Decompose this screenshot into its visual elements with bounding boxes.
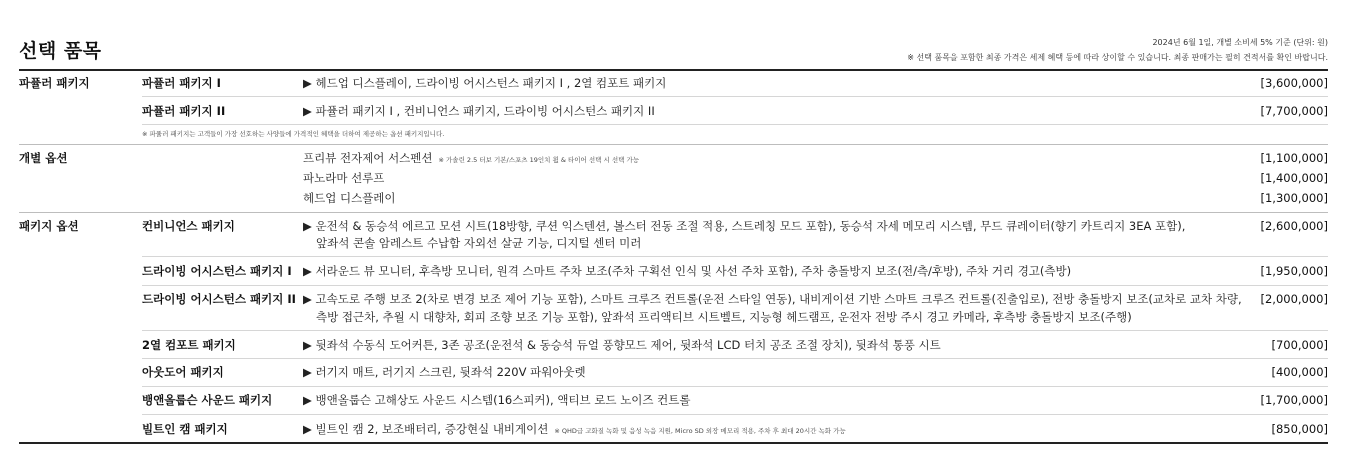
package-desc-driving-2-line2: 측방 접근차, 추월 시 대향차, 회피 조향 보조 기능 포함), 앞좌석 프리액티브 시트벨트, 지능형 헤드램프, 운전자 전방 주시 경고 카메라, 후측방 충돌방지 보조(주행): [316, 310, 1132, 324]
package-price-builtin-cam: [850,000]: [1271, 422, 1328, 436]
builtin-cam-note: ※ QHD급 고화질 녹화 및 음성 녹음 지원, Micro SD 외장 메모리 적용, 주차 후 최대 20시간 녹화 가능: [554, 427, 846, 435]
row-divider: [142, 358, 1328, 359]
package-name-comfort: 2열 컴포트 패키지: [142, 338, 236, 352]
option-desc-3: 헤드업 디스플레이: [303, 191, 396, 205]
row-divider: [142, 330, 1328, 331]
package-desc-outdoor: ▶ 러기지 매트, 러기지 스크린, 뒷좌석 220V 파워아웃렛: [303, 365, 586, 379]
option-price-3: [1,300,000]: [1260, 191, 1328, 205]
row-divider: [142, 386, 1328, 387]
package-desc-driving-1: ▶ 서라운드 뷰 모니터, 후측방 모니터, 원격 스마트 주차 보조(주차 구획선 인식 및 사선 주차 포함), 주차 충돌방지 보조(전/측/후방), 주차 거리 경고(측방): [303, 264, 1072, 278]
package-price-comfort: [700,000]: [1271, 338, 1328, 352]
row-divider: [142, 414, 1328, 415]
package-name-convenience: 컨비니언스 패키지: [142, 219, 235, 233]
page-title: 선택 품목: [19, 40, 102, 62]
package-desc-builtin-cam: ▶ 빌트인 캠 2, 보조배터리, 증강현실 내비게이션 ※ QHD급 고화질 녹화 및 음성 녹음 지원, Micro SD 외장 메모리 적용, 주차 후 최대 20시간 녹화 가능: [303, 422, 846, 436]
package-name-driving-2: 드라이빙 어시스턴스 패키지 II: [142, 292, 296, 306]
package-name-builtin-cam: 빌트인 캠 패키지: [142, 422, 228, 436]
option-price-1: [1,100,000]: [1260, 151, 1328, 165]
package-price-popular-1: [3,600,000]: [1260, 76, 1328, 90]
package-name-driving-1: 드라이빙 어시스턴스 패키지 I: [142, 264, 292, 278]
package-price-sound: [1,700,000]: [1260, 393, 1328, 407]
row-divider: [142, 256, 1328, 257]
package-name-sound: 뱅앤올룹슨 사운드 패키지: [142, 393, 273, 407]
table-top-rule: [19, 69, 1328, 71]
package-price-popular-2: [7,700,000]: [1260, 104, 1328, 118]
option-note-1: ※ 가솔린 2.5 터보 기본/스포츠 19인치 휠 & 타이어 선택 시 선택 가능: [438, 156, 640, 164]
package-name-popular-1: 파퓰러 패키지 I: [142, 76, 221, 90]
package-name-popular-2: 파퓰러 패키지 II: [142, 104, 226, 118]
package-name-outdoor: 아웃도어 패키지: [142, 365, 224, 379]
category-individual: 개별 옵션: [19, 151, 68, 165]
option-price-2: [1,400,000]: [1260, 171, 1328, 185]
header-notes: [907, 35, 1328, 65]
package-desc-convenience-line2: 앞좌석 콘솔 암레스트 수납함 자외선 살균 기능, 디지털 센터 미러: [316, 236, 642, 250]
package-price-driving-2: [2,000,000]: [1260, 292, 1328, 306]
package-desc-convenience-line1: ▶ 운전석 & 동승석 에르고 모션 시트(18방향, 쿠션 익스텐션, 볼스터 전동 조절 적용, 스트레칭 모드 포함), 동승석 자세 메모리 시스템, 무드 큐레이터(향기 카트리지 3EA 포함),: [303, 219, 1186, 233]
popular-footnote: ※ 파퓰러 패키지는 고객들이 가장 선호하는 사양들에 가격적인 혜택을 더하여 제공하는 옵션 패키지입니다.: [142, 130, 445, 138]
row-divider: [142, 124, 1328, 125]
package-desc-driving-2-line1: ▶ 고속도로 주행 보조 2(차로 변경 보조 제어 기능 포함), 스마트 크루즈 컨트롤(운전 스타일 연동), 내비게이션 기반 스마트 크루즈 컨트롤(진출입로), 전방 충돌방지 보조(교차로 교차 차량,: [303, 292, 1242, 306]
package-price-driving-1: [1,950,000]: [1260, 264, 1328, 278]
package-desc-sound: ▶ 뱅앤올룹슨 고해상도 사운드 시스템(16스피커), 액티브 로드 노이즈 컨트롤: [303, 393, 691, 407]
table-bottom-rule: [19, 442, 1328, 444]
category-popular: 파퓰러 패키지: [19, 76, 90, 90]
row-divider: [142, 96, 1328, 97]
option-desc-2: 파노라마 선루프: [303, 171, 385, 185]
section-divider: [19, 212, 1328, 213]
row-divider: [142, 285, 1328, 286]
final-price-note: ※ 선택 품목을 포함한 최종 가격은 세제 혜택 등에 따라 상이할 수 있습니다. 최종 판매가는 필히 견적서를 확인 바랍니다.: [907, 53, 1328, 62]
package-desc-popular-2: ▶ 파퓰러 패키지 I , 컨비니언스 패키지, 드라이빙 어시스턴스 패키지 II: [303, 104, 655, 118]
package-desc-popular-1: ▶ 헤드업 디스플레이, 드라이빙 어시스턴스 패키지 I , 2열 컴포트 패키지: [303, 76, 667, 90]
price-basis-note: 2024년 6월 1일, 개별 소비세 5% 기준 (단위: 원): [1152, 38, 1328, 47]
package-desc-comfort: ▶ 뒷좌석 수동식 도어커튼, 3존 공조(운전석 & 동승석 듀얼 풍향모드 제어, 뒷좌석 LCD 터치 공조 조절 장치), 뒷좌석 통풍 시트: [303, 338, 941, 352]
option-desc-1: 프리뷰 전자제어 서스펜션 ※ 가솔린 2.5 터보 기본/스포츠 19인치 휠 & 타이어 선택 시 선택 가능: [303, 151, 640, 165]
category-package: 패키지 옵션: [19, 219, 79, 233]
section-divider: [19, 144, 1328, 145]
package-price-outdoor: [400,000]: [1271, 365, 1328, 379]
package-price-convenience: [2,600,000]: [1260, 219, 1328, 233]
